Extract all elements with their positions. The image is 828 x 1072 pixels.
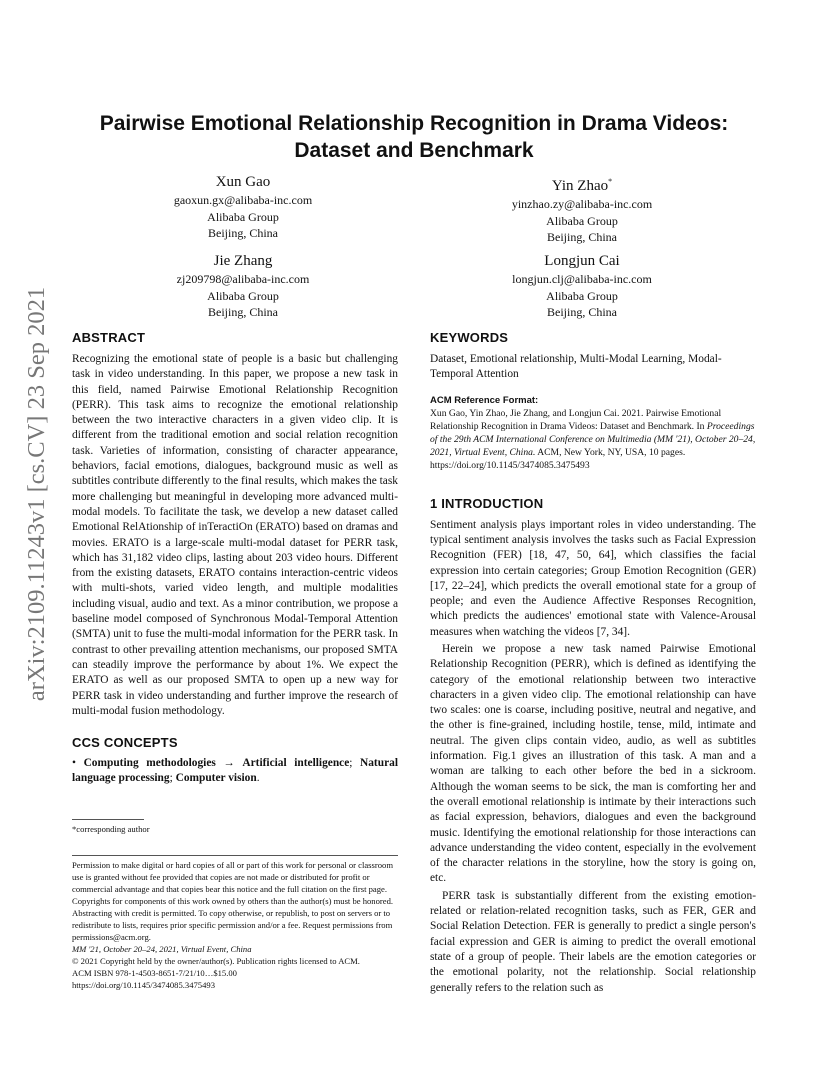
title-line-2: Dataset and Benchmark	[294, 139, 534, 162]
title-line-1: Pairwise Emotional Relationship Recognition in Drama Videos:	[99, 112, 729, 135]
author-location: Beijing, China	[547, 305, 617, 319]
author-name: Longjun Cai	[544, 253, 620, 269]
abstract-heading: ABSTRACT	[72, 330, 146, 345]
author-affiliation: Alibaba Group	[546, 213, 618, 228]
corresponding-mark: *	[608, 177, 613, 186]
permission-isbn: ACM ISBN 978-1-4503-8651-7/21/10…$15.00	[72, 967, 237, 978]
arxiv-stamp	[22, 286, 52, 701]
author-email: longjun.clj@alibaba-inc.com	[512, 272, 652, 286]
author-block-2	[462, 172, 702, 246]
abstract-text: Recognizing the emotional state of people is a basic but challenging task in video understanding. In this paper, we propose a new task in this field, named Pairwise Emotional Relationship Recognition (PERR). This task aims to recognize the emotional relationship between the two interactive characters in a given video clip. It is different from the traditional emotion and social relation recognition task. Varieties of information, consisting of character appearance, behaviors, facial emotions, dialogues, background music as well as subtitles contribute differently to the final results, which makes the task more challenging but meaningful in developing more advanced multi-modal models. To facilitate the task, we develop a new dataset called Emotional RelAtionship of inTeractiOn (ERATO) based on dramas and movies. ERATO is a large-scale multi-modal dataset for PERR task, which has 31,182 video clips, lasting about 203 video hours. Different from the existing datasets, ERATO contains interaction-centric videos with multi-shots, varied video length, and multiple modalities including visual, audio and text. As a minor contribution, we propose a baseline model composed of Synchronous Modal-Temporal Attention (SMTA) unit to fuse the multi-modal information for the PERR task. In contrast to other prevailing attention mechanisms, our proposed SMTA can steadily improve the performance by about 1%. We expect the ERATO as well as our proposed SMTA to open up a new way for PERR task in video understanding and further improve the research of multi-modal fusion methodology.	[72, 353, 398, 717]
author-name: Xun Gao	[215, 174, 271, 190]
permission-rule	[72, 855, 398, 856]
author-block-3	[123, 251, 363, 321]
acm-ref-heading: ACM Reference Format:	[430, 394, 539, 406]
ccs-heading: CCS CONCEPTS	[72, 735, 178, 751]
author-email: gaoxun.gx@alibaba-inc.com	[173, 193, 313, 207]
author-name: Jie Zhang	[213, 253, 273, 269]
permission-venue: MM '21, October 20–24, 2021, Virtual Event, China	[72, 943, 252, 954]
permission-copyright: © 2021 Copyright held by the owner/author(s). Publication rights licensed to ACM.	[72, 955, 360, 966]
arxiv-stamp-text: arXiv:2109.11243v1 [cs.CV] 23 Sep 2021	[23, 286, 51, 701]
paper-title	[70, 110, 758, 164]
author-affiliation: Alibaba Group	[207, 209, 279, 224]
author-email: yinzhao.zy@alibaba-inc.com	[511, 197, 653, 211]
keywords-text: Dataset, Emotional relationship, Multi-Modal Learning, Modal-Temporal Attention	[430, 353, 722, 381]
footnote: *corresponding author	[72, 823, 150, 834]
author-name: Yin Zhao*	[551, 177, 613, 194]
author-location: Beijing, China	[208, 305, 278, 319]
permission-doi: https://doi.org/10.1145/3474085.3475493	[72, 979, 215, 990]
author-block-1	[123, 172, 363, 242]
permission-text: Permission to make digital or hard copies of all or part of this work for personal or classroom use is granted without fee provided that copies are not made or distributed for profit or commercial advantage and that copies bear this notice and the full citation on the first page. Copyrights for components of this work owned by others than the author(s) must be honored. Abstracting with credit is permitted. To copy otherwise, or republish, to post on servers or to redistribute to lists, requires prior specific permission and/or a fee. Request permissions from permissions@acm.org.	[72, 859, 394, 942]
author-location: Beijing, China	[208, 226, 278, 240]
ccs-concepts: • Computing methodologies → Artificial intelligence; Natural language processing; Computer vision.	[72, 757, 398, 785]
right-column	[430, 330, 756, 996]
author-affiliation: Alibaba Group	[207, 288, 279, 303]
author-location: Beijing, China	[547, 230, 617, 244]
intro-paragraph-3: PERR task is substantially different from the existing emotion-related or relation-related recognition tasks, such as FER, GER and Social Relation Detection. FER is generally to predict a single person's facial expression and GER is aiming to predict the overall emotional state of a group of people. Their labels are the emotion categories or the emotional polarity, not the relationship. Social relationship generally refers to the relation such as	[430, 889, 756, 994]
left-column	[72, 330, 398, 991]
permission-block	[72, 859, 398, 991]
acm-ref-text: Xun Gao, Yin Zhao, Jie Zhang, and Longjun Cai. 2021. Pairwise Emotional Relationship Recognition in Drama Videos: Dataset and Benchmark. In Proceedings of the 29th ACM International Conference on Multimedia (MM '21), October 20–24, 2021, Virtual Event, China. ACM, New York, NY, USA, 10 pages. https://doi.org/10.1145/3474085.3475493	[430, 407, 756, 472]
author-affiliation: Alibaba Group	[546, 288, 618, 303]
author-block-4	[462, 251, 702, 321]
intro-paragraph-1: Sentiment analysis plays important roles in video understanding. The typical sentiment analysis involves the tasks such as Facial Expression Recognition (FER) [18, 47, 50, 64], which classifies the facial expression into certain categories; Group Emotion Recognition (GER) [17, 22–24], which predicts the overall emotional state for a group of people; and even the Audience Affective Responses Recognition, which predicts the audiences' emotional state with Valence-Arousal measures when watching the videos [7, 34].	[430, 518, 756, 638]
author-email: zj209798@alibaba-inc.com	[176, 272, 310, 286]
keywords-heading: KEYWORDS	[430, 330, 509, 345]
intro-paragraph-2: Herein we propose a new task named Pairwise Emotional Relationship Recognition (PERR), which is defined as identifying the category of the emotional relationship between two interactive characters in a given video clip. The emotional relationship can have two scales: one is coarse, including positive, neutral and negative, and the other is fine-grained, including hostile, tense, mild, intimate and neutral. The given clips contain video, audio, as well as subtitles information. Fig.1 gives an illustration of this task. A man and a woman are talking to each other before the bed in a sickroom. Although the woman seems to be sick, the man is comforting her and the overall emotional relationship is intimate by their interactions such as facial expression, behaviors, dialogues and even the background music. Identifying the emotional relationship for those interactions can advance understanding the video content, especially in the evolvement of the character relations in the storyline, how the story is going on, etc.	[430, 642, 756, 885]
footnote-rule	[72, 819, 144, 820]
intro-heading: 1 INTRODUCTION	[430, 495, 544, 511]
